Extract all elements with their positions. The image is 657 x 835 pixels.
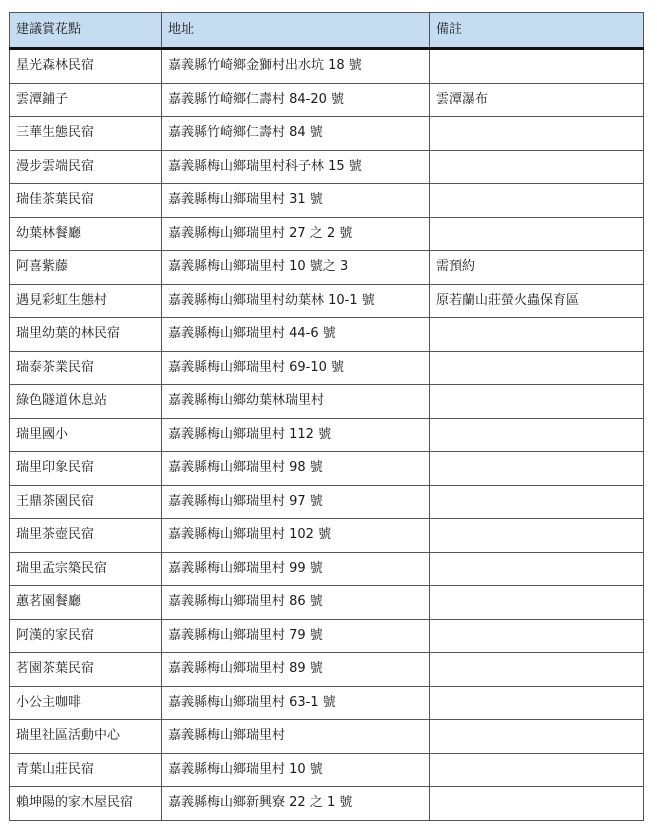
address-cell: 嘉義縣梅山鄉瑞里村 69-10 號 [162, 351, 430, 385]
note-cell [430, 787, 644, 821]
table-row [10, 753, 644, 787]
address-cell: 嘉義縣梅山鄉瑞里村科子林 15 號 [162, 150, 430, 184]
spot-name-cell: 阿漢的家民宿 [10, 619, 162, 653]
table-row [10, 485, 644, 519]
note-cell [430, 452, 644, 486]
spot-name-cell: 蕙茗園餐廳 [10, 586, 162, 620]
address-cell: 嘉義縣梅山鄉瑞里村 86 號 [162, 586, 430, 620]
address-cell: 嘉義縣梅山鄉瑞里村 27 之 2 號 [162, 217, 430, 251]
header-note: 備註 [430, 13, 644, 49]
address-cell: 嘉義縣梅山鄉瑞里村 10 號 [162, 753, 430, 787]
spot-name-cell: 瑞里幼葉的林民宿 [10, 318, 162, 352]
spot-name-cell: 瑞佳茶葉民宿 [10, 184, 162, 218]
address-cell: 嘉義縣梅山鄉瑞里村 97 號 [162, 485, 430, 519]
note-cell [430, 552, 644, 586]
address-cell: 嘉義縣梅山鄉幼葉林瑞里村 [162, 385, 430, 419]
spot-name-cell: 星光森林民宿 [10, 49, 162, 84]
table-row [10, 251, 644, 285]
address-cell: 嘉義縣梅山鄉瑞里村 79 號 [162, 619, 430, 653]
spot-name-cell: 遇見彩虹生態村 [10, 284, 162, 318]
note-cell: 雲潭瀑布 [430, 83, 644, 117]
note-cell: 原若蘭山莊螢火蟲保育區 [430, 284, 644, 318]
note-cell [430, 586, 644, 620]
note-cell [430, 318, 644, 352]
note-cell [430, 49, 644, 84]
spot-name-cell: 阿喜紫藤 [10, 251, 162, 285]
spot-name-cell: 瑞里社區活動中心 [10, 720, 162, 754]
note-cell [430, 418, 644, 452]
address-cell: 嘉義縣梅山鄉瑞里村 [162, 720, 430, 754]
address-cell: 嘉義縣梅山鄉瑞里村 10 號之 3 [162, 251, 430, 285]
note-cell [430, 184, 644, 218]
address-cell: 嘉義縣梅山鄉瑞里村 63-1 號 [162, 686, 430, 720]
note-cell: 需預約 [430, 251, 644, 285]
address-cell: 嘉義縣梅山鄉瑞里村 102 號 [162, 519, 430, 553]
note-cell [430, 485, 644, 519]
address-cell: 嘉義縣梅山鄉瑞里村 31 號 [162, 184, 430, 218]
table-row [10, 385, 644, 419]
note-cell [430, 351, 644, 385]
note-cell [430, 619, 644, 653]
address-cell: 嘉義縣梅山鄉新興寮 22 之 1 號 [162, 787, 430, 821]
table-row [10, 418, 644, 452]
address-cell: 嘉義縣梅山鄉瑞里村 89 號 [162, 653, 430, 687]
spot-name-cell: 小公主咖啡 [10, 686, 162, 720]
spot-name-cell: 瑞里印象民宿 [10, 452, 162, 486]
flower-spots-table [9, 12, 644, 821]
table-row [10, 117, 644, 151]
table-row [10, 452, 644, 486]
header-spot: 建議賞花點 [10, 13, 162, 49]
spot-name-cell: 王鼎茶園民宿 [10, 485, 162, 519]
table-row [10, 787, 644, 821]
table-row [10, 720, 644, 754]
address-cell: 嘉義縣梅山鄉瑞里村幼葉林 10-1 號 [162, 284, 430, 318]
note-cell [430, 217, 644, 251]
note-cell [430, 385, 644, 419]
spot-name-cell: 茗園茶葉民宿 [10, 653, 162, 687]
table-row [10, 552, 644, 586]
note-cell [430, 686, 644, 720]
address-cell: 嘉義縣竹崎鄉仁壽村 84 號 [162, 117, 430, 151]
table-header-row [10, 13, 644, 49]
spot-name-cell: 瑞里孟宗築民宿 [10, 552, 162, 586]
address-cell: 嘉義縣梅山鄉瑞里村 99 號 [162, 552, 430, 586]
table-body [10, 49, 644, 821]
table-row [10, 150, 644, 184]
note-cell [430, 653, 644, 687]
table-row [10, 351, 644, 385]
address-cell: 嘉義縣竹崎鄉金獅村出水坑 18 號 [162, 49, 430, 84]
spot-name-cell: 三華生態民宿 [10, 117, 162, 151]
note-cell [430, 753, 644, 787]
spot-name-cell: 綠色隧道休息站 [10, 385, 162, 419]
table-row [10, 217, 644, 251]
table-row [10, 653, 644, 687]
table-row [10, 686, 644, 720]
table-row [10, 519, 644, 553]
table-row [10, 318, 644, 352]
table-row [10, 284, 644, 318]
header-address: 地址 [162, 13, 430, 49]
spot-name-cell: 雲潭鋪子 [10, 83, 162, 117]
spot-name-cell: 幼葉林餐廳 [10, 217, 162, 251]
table-row [10, 49, 644, 84]
table-row [10, 184, 644, 218]
note-cell [430, 117, 644, 151]
table-row [10, 619, 644, 653]
spot-name-cell: 瑞里國小 [10, 418, 162, 452]
spot-name-cell: 青葉山莊民宿 [10, 753, 162, 787]
address-cell: 嘉義縣梅山鄉瑞里村 98 號 [162, 452, 430, 486]
note-cell [430, 720, 644, 754]
spot-name-cell: 賴坤陽的家木屋民宿 [10, 787, 162, 821]
table-row [10, 83, 644, 117]
spot-name-cell: 瑞里茶壺民宿 [10, 519, 162, 553]
spot-name-cell: 漫步雲端民宿 [10, 150, 162, 184]
address-cell: 嘉義縣梅山鄉瑞里村 44-6 號 [162, 318, 430, 352]
note-cell [430, 150, 644, 184]
note-cell [430, 519, 644, 553]
spot-name-cell: 瑞泰茶業民宿 [10, 351, 162, 385]
address-cell: 嘉義縣梅山鄉瑞里村 112 號 [162, 418, 430, 452]
table-row [10, 586, 644, 620]
address-cell: 嘉義縣竹崎鄉仁壽村 84-20 號 [162, 83, 430, 117]
